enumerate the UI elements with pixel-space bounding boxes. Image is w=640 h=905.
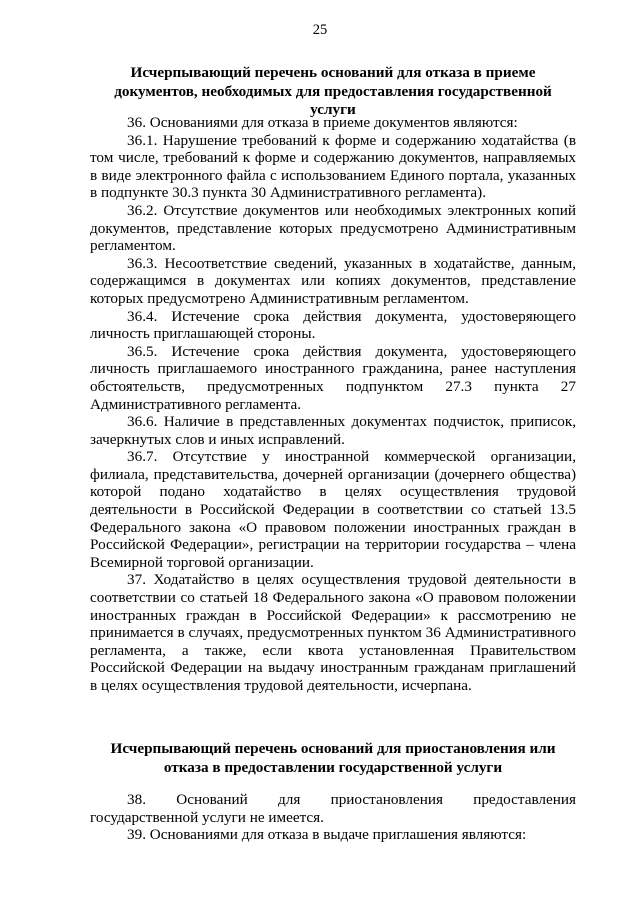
page-number: 25 (312, 22, 328, 38)
paragraph-36-3: 36.3. Несоответствие сведений, указанных в ходатайстве, данным, содержащимся в документах или копиях документов, представление которых предусмотрено Административным регламентом. (90, 254, 576, 307)
section-heading-suspension-refusal: Исчерпывающий перечень оснований для приостановления или отказа в предоставлении государственной услуги (110, 740, 556, 776)
paragraph-36-1: 36.1. Нарушение требований к форме и содержанию ходатайства (в том числе, требований к форме и содержанию документов, направляемых в виде электронного файла с использованием Единого портала, указанных в подпункте 30.3 пункта 30 Административного регламента). (90, 131, 576, 202)
paragraph-36: 36. Основаниями для отказа в приеме документов являются: (127, 114, 518, 131)
paragraph-36-2: 36.2. Отсутствие документов или необходимых электронных копий документов, представление которых предусмотрено Административным регламентом. (90, 201, 576, 255)
paragraph-39: 39. Основаниями для отказа в выдаче приглашения являются: (127, 826, 527, 844)
paragraph-36-7: 36.7. Отсутствие у иностранной коммерческой организации, филиала, представительства, дочерней организации (дочернего общества) которой подано ходатайство в целях осуществления трудовой деятельности в Российской Федерации в соответствии со статьей 13.5 Федерального закона «О правовом положении иностранных граждан в Российской Федерации», регистрации на территории государства – члена Всемирной торговой организации. (90, 448, 576, 571)
paragraph-36-6: 36.6. Наличие в представленных документах подчисток, приписок, зачеркнутых слов и иных исправлений. (90, 413, 576, 448)
section-body-refusal-acceptance (90, 114, 576, 695)
paragraph-36-5: 36.5. Истечение срока действия документа, удостоверяющего личность приглашаемого иностранного гражданина, ранее наступления обстоятельств, предусмотренных подпунктом 27.3 пункта 27 Административного регламента. (90, 342, 576, 413)
paragraph-38: 38. Оснований для приостановления предоставления государственной услуги не имеется. (90, 791, 576, 826)
paragraph-36-4: 36.4. Истечение срока действия документа, удостоверяющего личность приглашающей стороны. (90, 307, 576, 343)
paragraph-37: 37. Ходатайство в целях осуществления трудовой деятельности в соответствии со статьей 18 Федерального закона «О правовом положении иностранных граждан в Российской Федерации» к рассмотрению не принимается в случаях, предусмотренных пунктом 36 Административного регламента, а также, если квота установленная Правительством Российской Федерации на выдачу иностранным гражданам приглашений в целях осуществления трудовой деятельности, исчерпана. (90, 571, 576, 694)
section-heading-refusal-acceptance: Исчерпывающий перечень оснований для отказа в приеме документов, необходимых для предоставления государственной услуги (114, 64, 552, 118)
section-body-suspension-refusal (90, 791, 576, 844)
